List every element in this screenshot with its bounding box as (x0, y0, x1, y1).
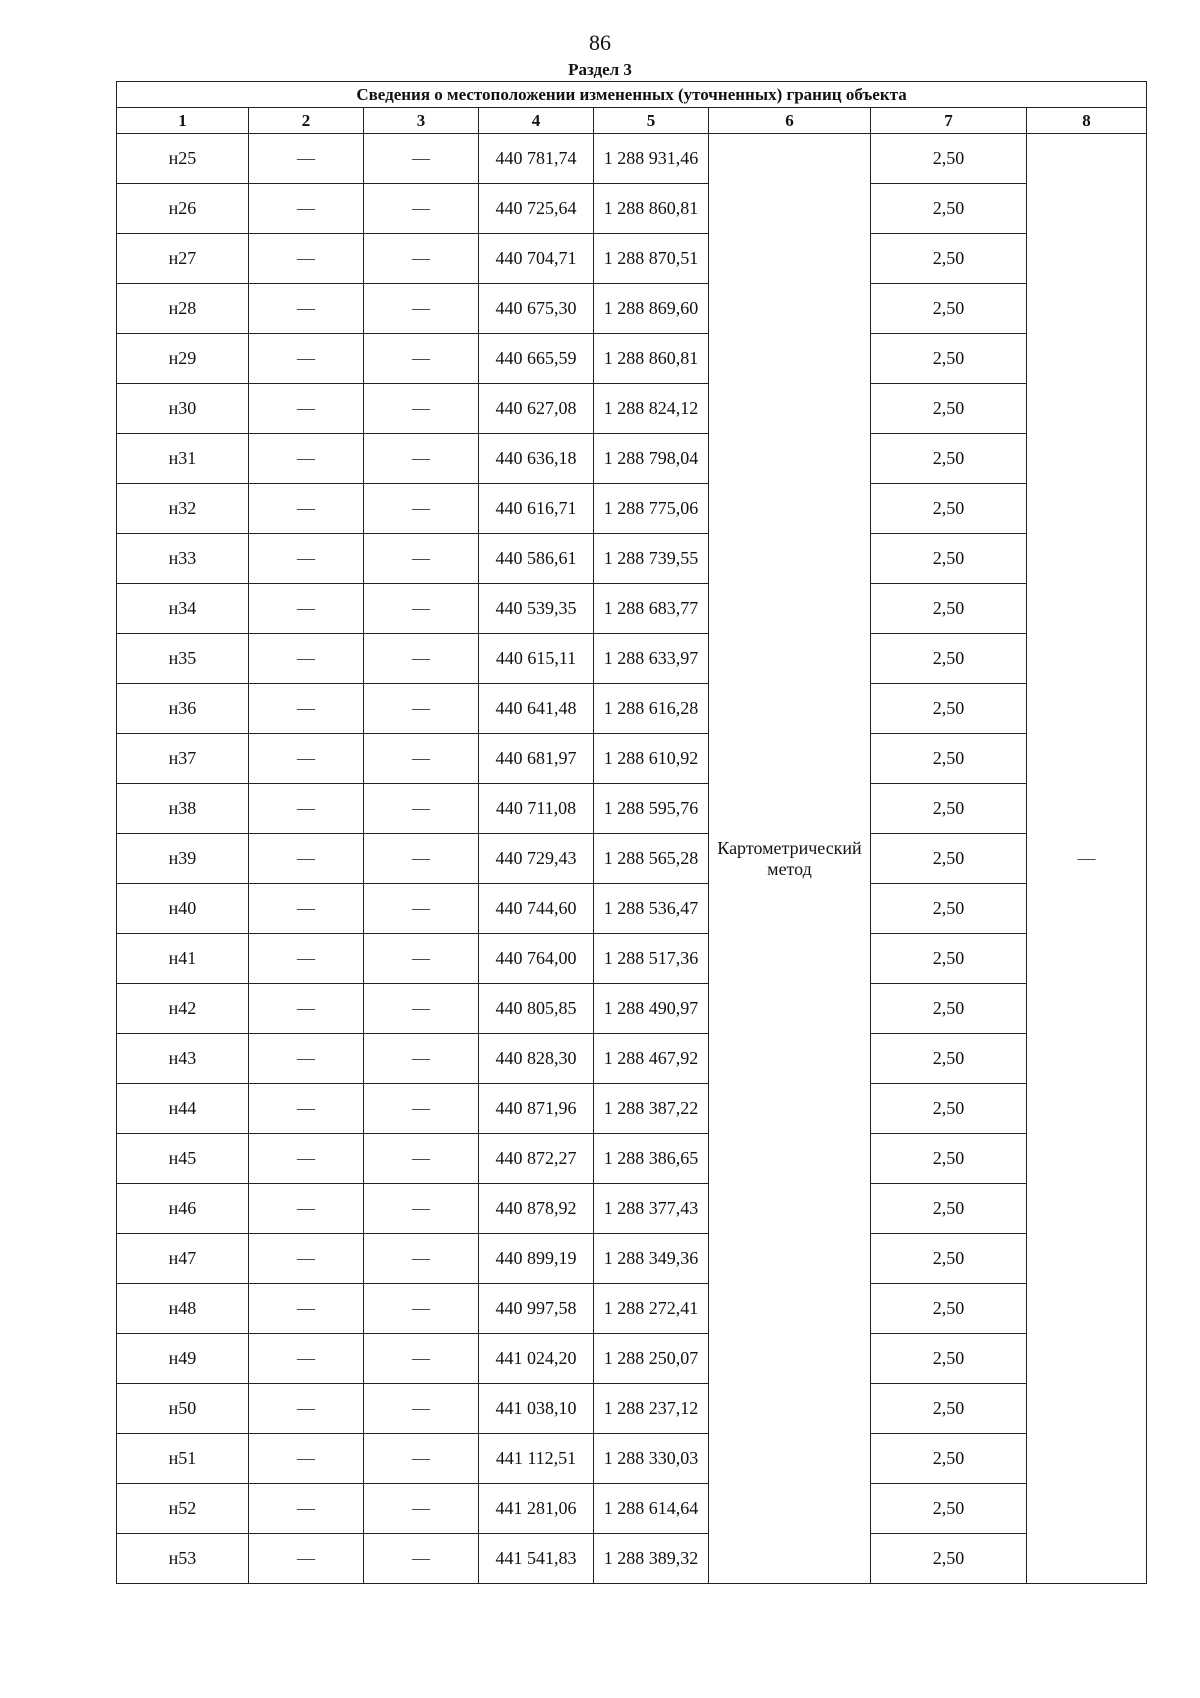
point-number-cell: н40 (117, 884, 249, 934)
y-coordinate-cell: 1 288 614,64 (594, 1484, 709, 1534)
col2-cell: — (249, 334, 364, 384)
y-coordinate-cell: 1 288 739,55 (594, 534, 709, 584)
col2-cell: — (249, 1484, 364, 1534)
col2-cell: — (249, 184, 364, 234)
accuracy-cell: 2,50 (871, 784, 1027, 834)
col3-cell: — (364, 784, 479, 834)
page-number: 86 (589, 30, 611, 55)
table-row (117, 234, 1147, 284)
table-row (117, 634, 1147, 684)
column-header-7: 7 (871, 108, 1027, 134)
y-coordinate-cell: 1 288 386,65 (594, 1134, 709, 1184)
x-coordinate-cell: 440 641,48 (479, 684, 594, 734)
x-coordinate-cell: 440 871,96 (479, 1084, 594, 1134)
table-row (117, 1084, 1147, 1134)
y-coordinate-cell: 1 288 931,46 (594, 134, 709, 184)
col3-cell: — (364, 1384, 479, 1434)
column-header-8: 8 (1027, 108, 1147, 134)
accuracy-cell: 2,50 (871, 1184, 1027, 1234)
col2-cell: — (249, 684, 364, 734)
y-coordinate-cell: 1 288 349,36 (594, 1234, 709, 1284)
x-coordinate-cell: 440 828,30 (479, 1034, 594, 1084)
col3-cell: — (364, 384, 479, 434)
col8-cell: — (1027, 134, 1147, 1584)
x-coordinate-cell: 440 704,71 (479, 234, 594, 284)
column-header-row (117, 108, 1147, 134)
accuracy-cell: 2,50 (871, 1134, 1027, 1184)
y-coordinate-cell: 1 288 869,60 (594, 284, 709, 334)
y-coordinate-cell: 1 288 616,28 (594, 684, 709, 734)
table-row (117, 1334, 1147, 1384)
point-number-cell: н29 (117, 334, 249, 384)
point-number-cell: н37 (117, 734, 249, 784)
col2-cell: — (249, 134, 364, 184)
col3-cell: — (364, 1334, 479, 1384)
col3-cell: — (364, 334, 479, 384)
accuracy-cell: 2,50 (871, 1534, 1027, 1584)
table-row (117, 184, 1147, 234)
table-row (117, 1434, 1147, 1484)
table-body (117, 134, 1147, 1584)
table-row (117, 884, 1147, 934)
col3-cell: — (364, 984, 479, 1034)
accuracy-cell: 2,50 (871, 1034, 1027, 1084)
x-coordinate-cell: 440 675,30 (479, 284, 594, 334)
accuracy-cell: 2,50 (871, 1234, 1027, 1284)
x-coordinate-cell: 440 878,92 (479, 1184, 594, 1234)
col3-cell: — (364, 934, 479, 984)
x-coordinate-cell: 440 636,18 (479, 434, 594, 484)
table-row (117, 984, 1147, 1034)
table-row (117, 684, 1147, 734)
col2-cell: — (249, 834, 364, 884)
table-row (117, 134, 1147, 184)
col3-cell: — (364, 1434, 479, 1484)
accuracy-cell: 2,50 (871, 434, 1027, 484)
accuracy-cell: 2,50 (871, 1334, 1027, 1384)
table-row (117, 584, 1147, 634)
table-title: Сведения о местоположении измененных (уточненных) границ объекта (117, 82, 1147, 108)
table-row (117, 334, 1147, 384)
table-row (117, 284, 1147, 334)
col3-cell: — (364, 1084, 479, 1134)
col3-cell: — (364, 1134, 479, 1184)
y-coordinate-cell: 1 288 824,12 (594, 384, 709, 434)
column-header-3: 3 (364, 108, 479, 134)
point-number-cell: н34 (117, 584, 249, 634)
table-row (117, 484, 1147, 534)
accuracy-cell: 2,50 (871, 534, 1027, 584)
table-row (117, 1034, 1147, 1084)
point-number-cell: н53 (117, 1534, 249, 1584)
col3-cell: — (364, 1234, 479, 1284)
table-row (117, 534, 1147, 584)
y-coordinate-cell: 1 288 536,47 (594, 884, 709, 934)
accuracy-cell: 2,50 (871, 1384, 1027, 1434)
y-coordinate-cell: 1 288 517,36 (594, 934, 709, 984)
point-number-cell: н44 (117, 1084, 249, 1134)
col2-cell: — (249, 434, 364, 484)
point-number-cell: н39 (117, 834, 249, 884)
accuracy-cell: 2,50 (871, 184, 1027, 234)
x-coordinate-cell: 441 281,06 (479, 1484, 594, 1534)
y-coordinate-cell: 1 288 387,22 (594, 1084, 709, 1134)
x-coordinate-cell: 441 112,51 (479, 1434, 594, 1484)
point-number-cell: н49 (117, 1334, 249, 1384)
x-coordinate-cell: 440 872,27 (479, 1134, 594, 1184)
table-row (117, 1184, 1147, 1234)
col3-cell: — (364, 884, 479, 934)
col3-cell: — (364, 234, 479, 284)
point-number-cell: н35 (117, 634, 249, 684)
y-coordinate-cell: 1 288 389,32 (594, 1534, 709, 1584)
point-number-cell: н32 (117, 484, 249, 534)
table-title-row (117, 82, 1147, 108)
point-number-cell: н43 (117, 1034, 249, 1084)
x-coordinate-cell: 440 781,74 (479, 134, 594, 184)
accuracy-cell: 2,50 (871, 884, 1027, 934)
accuracy-cell: 2,50 (871, 834, 1027, 884)
x-coordinate-cell: 440 997,58 (479, 1284, 594, 1334)
col2-cell: — (249, 1384, 364, 1434)
col2-cell: — (249, 934, 364, 984)
col2-cell: — (249, 1434, 364, 1484)
table-row (117, 1484, 1147, 1534)
column-header-2: 2 (249, 108, 364, 134)
col2-cell: — (249, 534, 364, 584)
col2-cell: — (249, 1334, 364, 1384)
point-number-cell: н52 (117, 1484, 249, 1534)
point-number-cell: н45 (117, 1134, 249, 1184)
point-number-cell: н38 (117, 784, 249, 834)
x-coordinate-cell: 440 744,60 (479, 884, 594, 934)
table-row (117, 934, 1147, 984)
col2-cell: — (249, 984, 364, 1034)
y-coordinate-cell: 1 288 237,12 (594, 1384, 709, 1434)
col3-cell: — (364, 1284, 479, 1334)
y-coordinate-cell: 1 288 860,81 (594, 184, 709, 234)
point-number-cell: н46 (117, 1184, 249, 1234)
x-coordinate-cell: 440 764,00 (479, 934, 594, 984)
point-number-cell: н47 (117, 1234, 249, 1284)
column-header-1: 1 (117, 108, 249, 134)
table-row (117, 834, 1147, 884)
point-number-cell: н26 (117, 184, 249, 234)
col3-cell: — (364, 834, 479, 884)
table-row (117, 1134, 1147, 1184)
y-coordinate-cell: 1 288 330,03 (594, 1434, 709, 1484)
accuracy-cell: 2,50 (871, 1084, 1027, 1134)
section-title: Раздел 3 (568, 60, 632, 79)
y-coordinate-cell: 1 288 467,92 (594, 1034, 709, 1084)
point-number-cell: н36 (117, 684, 249, 734)
accuracy-cell: 2,50 (871, 1484, 1027, 1534)
table-row (117, 384, 1147, 434)
accuracy-cell: 2,50 (871, 1434, 1027, 1484)
col2-cell: — (249, 234, 364, 284)
col2-cell: — (249, 1134, 364, 1184)
table-row (117, 784, 1147, 834)
x-coordinate-cell: 440 729,43 (479, 834, 594, 884)
x-coordinate-cell: 441 541,83 (479, 1534, 594, 1584)
col2-cell: — (249, 1284, 364, 1334)
x-coordinate-cell: 441 024,20 (479, 1334, 594, 1384)
column-header-4: 4 (479, 108, 594, 134)
y-coordinate-cell: 1 288 250,07 (594, 1334, 709, 1384)
y-coordinate-cell: 1 288 490,97 (594, 984, 709, 1034)
y-coordinate-cell: 1 288 633,97 (594, 634, 709, 684)
x-coordinate-cell: 440 615,11 (479, 634, 594, 684)
table-row (117, 434, 1147, 484)
x-coordinate-cell: 440 805,85 (479, 984, 594, 1034)
table-row (117, 1534, 1147, 1584)
table-row (117, 734, 1147, 784)
point-number-cell: н28 (117, 284, 249, 334)
col3-cell: — (364, 1034, 479, 1084)
x-coordinate-cell: 440 725,64 (479, 184, 594, 234)
x-coordinate-cell: 440 616,71 (479, 484, 594, 534)
col3-cell: — (364, 284, 479, 334)
col2-cell: — (249, 284, 364, 334)
point-number-cell: н42 (117, 984, 249, 1034)
y-coordinate-cell: 1 288 798,04 (594, 434, 709, 484)
table-row (117, 1384, 1147, 1434)
accuracy-cell: 2,50 (871, 134, 1027, 184)
y-coordinate-cell: 1 288 377,43 (594, 1184, 709, 1234)
col3-cell: — (364, 484, 479, 534)
accuracy-cell: 2,50 (871, 684, 1027, 734)
x-coordinate-cell: 440 711,08 (479, 784, 594, 834)
y-coordinate-cell: 1 288 272,41 (594, 1284, 709, 1334)
point-number-cell: н27 (117, 234, 249, 284)
col2-cell: — (249, 1234, 364, 1284)
col3-cell: — (364, 1484, 479, 1534)
y-coordinate-cell: 1 288 870,51 (594, 234, 709, 284)
y-coordinate-cell: 1 288 610,92 (594, 734, 709, 784)
col2-cell: — (249, 1184, 364, 1234)
point-number-cell: н31 (117, 434, 249, 484)
accuracy-cell: 2,50 (871, 584, 1027, 634)
col2-cell: — (249, 784, 364, 834)
accuracy-cell: 2,50 (871, 384, 1027, 434)
col3-cell: — (364, 534, 479, 584)
accuracy-cell: 2,50 (871, 634, 1027, 684)
accuracy-cell: 2,50 (871, 1284, 1027, 1334)
accuracy-cell: 2,50 (871, 234, 1027, 284)
table-row (117, 1284, 1147, 1334)
point-number-cell: н41 (117, 934, 249, 984)
x-coordinate-cell: 440 627,08 (479, 384, 594, 434)
point-number-cell: н50 (117, 1384, 249, 1434)
accuracy-cell: 2,50 (871, 734, 1027, 784)
x-coordinate-cell: 440 586,61 (479, 534, 594, 584)
point-number-cell: н30 (117, 384, 249, 434)
col3-cell: — (364, 634, 479, 684)
col2-cell: — (249, 1534, 364, 1584)
accuracy-cell: 2,50 (871, 284, 1027, 334)
col2-cell: — (249, 734, 364, 784)
col3-cell: — (364, 1534, 479, 1584)
col3-cell: — (364, 684, 479, 734)
y-coordinate-cell: 1 288 565,28 (594, 834, 709, 884)
y-coordinate-cell: 1 288 595,76 (594, 784, 709, 834)
column-header-5: 5 (594, 108, 709, 134)
col2-cell: — (249, 1084, 364, 1134)
point-number-cell: н51 (117, 1434, 249, 1484)
accuracy-cell: 2,50 (871, 934, 1027, 984)
accuracy-cell: 2,50 (871, 984, 1027, 1034)
point-number-cell: н33 (117, 534, 249, 584)
method-cell: Картометрический метод (709, 134, 871, 1584)
col3-cell: — (364, 184, 479, 234)
col3-cell: — (364, 134, 479, 184)
col3-cell: — (364, 1184, 479, 1234)
boundary-coordinates-table (116, 81, 1147, 1584)
x-coordinate-cell: 440 899,19 (479, 1234, 594, 1284)
column-header-6: 6 (709, 108, 871, 134)
col2-cell: — (249, 634, 364, 684)
col3-cell: — (364, 734, 479, 784)
x-coordinate-cell: 440 539,35 (479, 584, 594, 634)
table-row (117, 1234, 1147, 1284)
accuracy-cell: 2,50 (871, 484, 1027, 534)
accuracy-cell: 2,50 (871, 334, 1027, 384)
y-coordinate-cell: 1 288 683,77 (594, 584, 709, 634)
col3-cell: — (364, 584, 479, 634)
col3-cell: — (364, 434, 479, 484)
x-coordinate-cell: 440 681,97 (479, 734, 594, 784)
point-number-cell: н25 (117, 134, 249, 184)
y-coordinate-cell: 1 288 860,81 (594, 334, 709, 384)
x-coordinate-cell: 440 665,59 (479, 334, 594, 384)
col2-cell: — (249, 1034, 364, 1084)
x-coordinate-cell: 441 038,10 (479, 1384, 594, 1434)
col2-cell: — (249, 384, 364, 434)
col2-cell: — (249, 884, 364, 934)
col2-cell: — (249, 584, 364, 634)
point-number-cell: н48 (117, 1284, 249, 1334)
y-coordinate-cell: 1 288 775,06 (594, 484, 709, 534)
col2-cell: — (249, 484, 364, 534)
